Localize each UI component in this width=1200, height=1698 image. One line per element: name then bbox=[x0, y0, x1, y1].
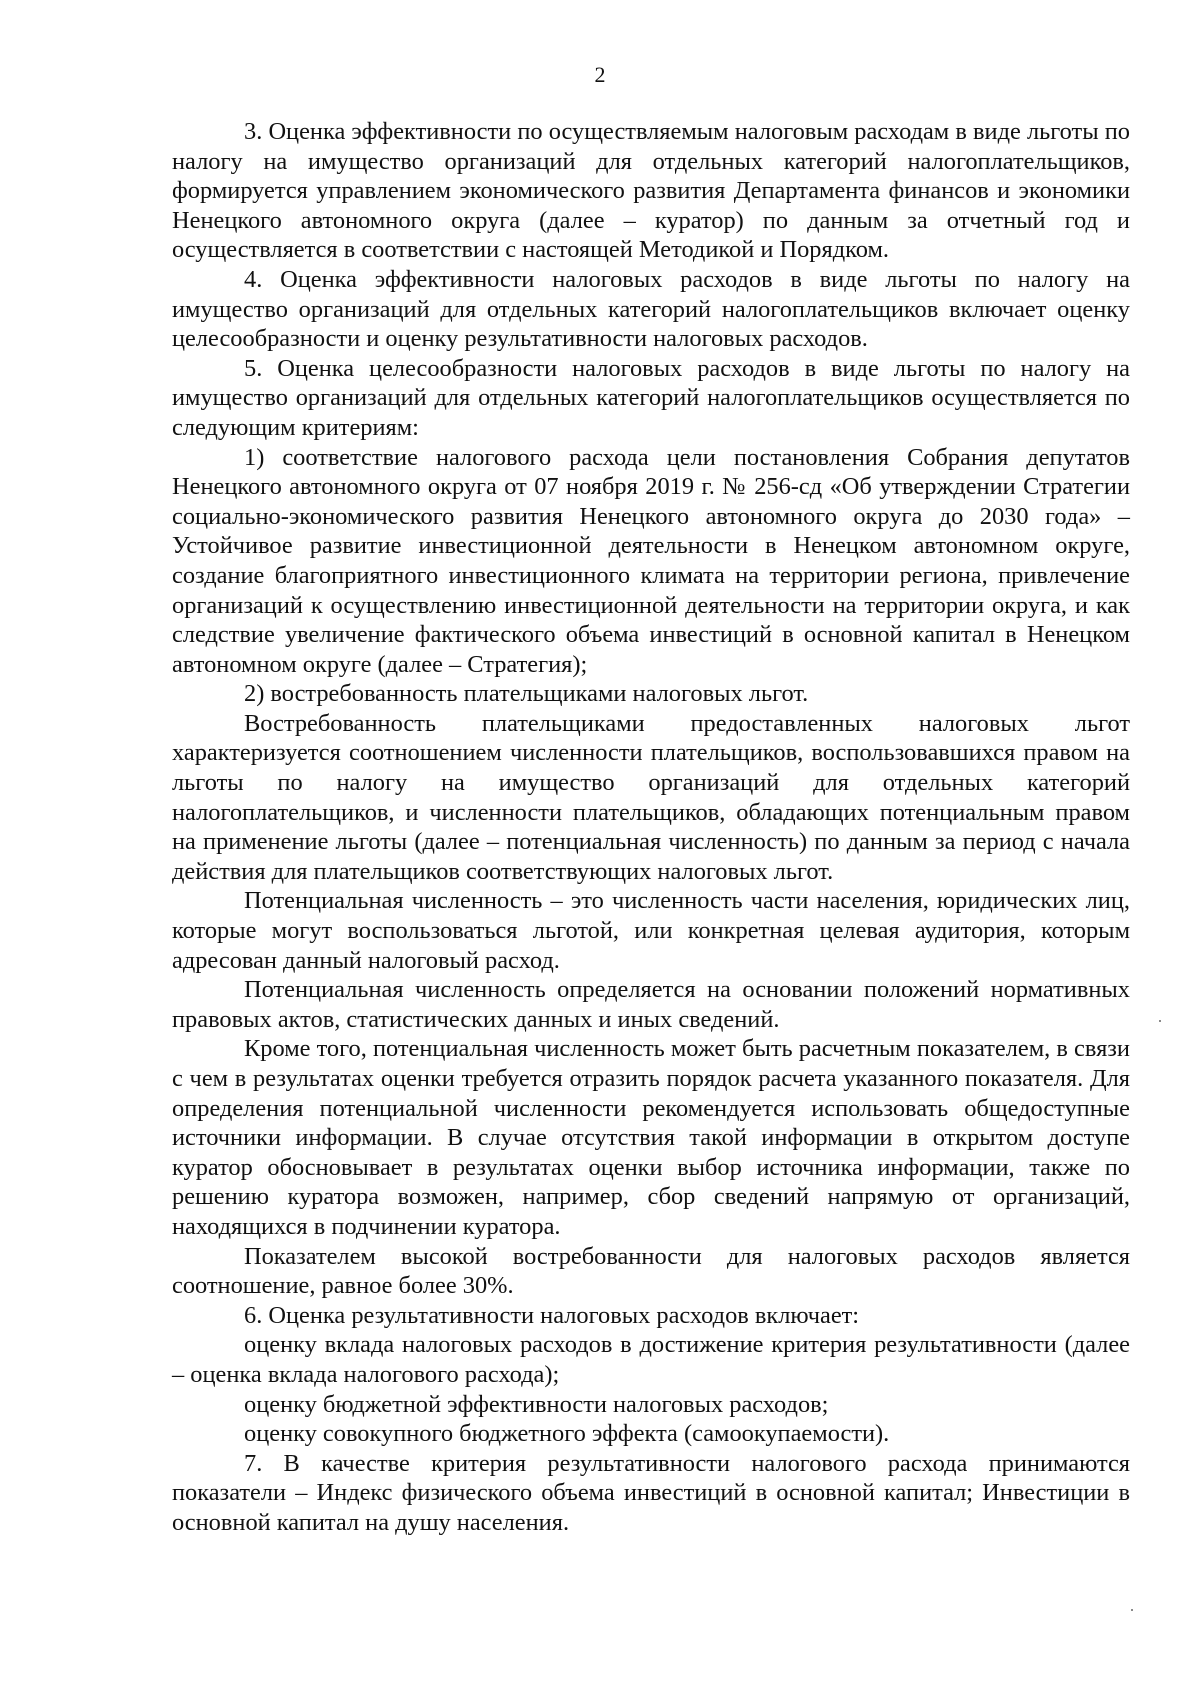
paragraph-high-demand-threshold: Показателем высокой востребованности для налоговых расходов является соотношение, равное более 30%. bbox=[172, 1242, 1130, 1300]
scan-speck bbox=[1131, 1609, 1133, 1611]
paragraph-item-4: 4. Оценка эффективности налоговых расходов в виде льготы по налогу на имущество организаций для отдельных категорий налогоплательщиков включает оценку целесообразности и оценку результативности налоговых расходов. bbox=[172, 265, 1130, 353]
criterion-1-strategy-goal: 1) соответствие налогового расхода цели постановления Собрания депутатов Ненецкого автономного округа от 07 ноября 2019 г. № 256-сд «Об утверждении Стратегии социально-экономического развития Ненецкого автономного округа до 2030 года» – Устойчивое развитие инвестиционной деятельности в Ненецком автономном округе, создание благоприятного инвестиционного климата на территории региона, привлечение организаций к осуществлению инвестиционной деятельности на территории округа, и как следствие увеличение фактического объема инвестиций в основной капитал в Ненецком автономном округе (далее – Стратегия); bbox=[172, 443, 1130, 678]
paragraph-potential-count-calculation: Кроме того, потенциальная численность может быть расчетным показателем, в связи с чем в результатах оценки требуется отразить порядок расчета указанного показателя. Для определения потенциальной численности рекомендуется использовать общедоступные источники информации. В случае отсутствия такой информации в открытом доступе куратор обосновывает в результатах оценки выбор источника информации, также по решению куратора возможен, например, сбор сведений напрямую от организаций, находящихся в подчинении куратора. bbox=[172, 1035, 1130, 1240]
paragraph-potential-count-definition: Потенциальная численность – это численность части населения, юридических лиц, которые могут воспользоваться льготой, или конкретная целевая аудитория, которым адресован данный налоговый расход. bbox=[172, 887, 1130, 974]
paragraph-contribution-assessment: оценку вклада налоговых расходов в достижение критерия результативности (далее – оценка вклада налогового расхода); bbox=[172, 1331, 1130, 1388]
paragraph-item-5: 5. Оценка целесообразности налоговых расходов в виде льготы по налогу на имущество организаций для отдельных категорий налогоплательщиков осуществляется по следующим критериям: bbox=[172, 354, 1130, 441]
paragraph-potential-count-basis: Потенциальная численность определяется на основании положений нормативных правовых актов, статистических данных и иных сведений. bbox=[172, 976, 1130, 1033]
scan-speck bbox=[1159, 1020, 1161, 1022]
paragraph-item-7: 7. В качестве критерия результативности налогового расхода принимаются показатели – Индекс физического объема инвестиций в основной капитал; Инвестиции в основной капитал на душу населения. bbox=[172, 1449, 1130, 1536]
page-number: 2 bbox=[594, 62, 606, 87]
criterion-2-demand: 2) востребованность плательщиками налоговых льгот. bbox=[244, 680, 809, 708]
paragraph-item-3: 3. Оценка эффективности по осуществляемым налоговым расходам в виде льготы по налогу на имущество организаций для отдельных категорий налогоплательщиков, формируется управлением экономического развития Департамента финансов и экономики Ненецкого автономного округа (далее – куратор) по данным за отчетный год и осуществляется в соответствии с настоящей Методикой и Порядком. bbox=[172, 118, 1130, 264]
paragraph-budget-efficiency: оценку бюджетной эффективности налоговых расходов; bbox=[244, 1390, 829, 1418]
paragraph-demand-definition: Востребованность плательщиками предоставленных налоговых льгот характеризуется соотношением численности плательщиков, воспользовавшихся правом на льготы по налогу на имущество организаций для отдельных категорий налогоплательщиков, и численности плательщиков, обладающих потенциальным правом на применение льготы (далее – потенциальная численность) по данным за период с начала действия для плательщиков соответствующих налоговых льгот. bbox=[172, 709, 1130, 885]
paragraph-total-budget-effect: оценку совокупного бюджетного эффекта (самоокупаемости). bbox=[244, 1420, 890, 1448]
document-body bbox=[172, 117, 1130, 1538]
paragraph-item-6: 6. Оценка результативности налоговых расходов включает: bbox=[244, 1301, 860, 1329]
